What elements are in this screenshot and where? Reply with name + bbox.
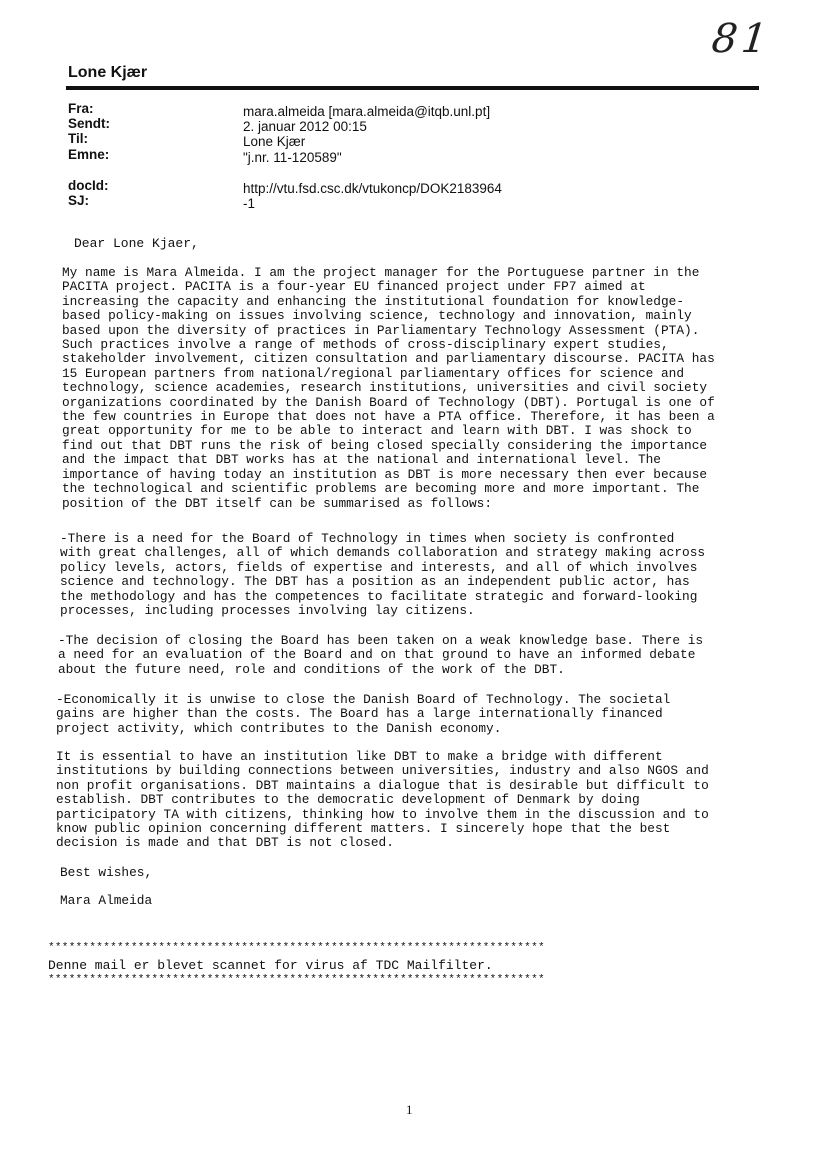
from-value: mara.almeida [mara.almeida@itqb.unl.pt] [243,104,491,119]
handwritten-page-number: 81 [709,16,774,62]
paragraph-intro: My name is Mara Almeida. I am the project manager for the Portuguese partner in the PACITA project. PACITA is a four-year EU financed project under FP7 aimed at increasing the capacity and enhancing the institutional foundation for knowledge- based policy-making on issues involving science, technology and innovation, mainly based upon the diversity of practices in Parliamentary Technology Assessment (PTA). Such practices involve a range of methods of cross-disciplinary expert studies, stakeholder involvement, citizen consultation and parliamentary discourse. PACITA has 15 European partners from national/regional parliamentary offices for science and technology, science academies, research institutions, universities and civil society organizations coordinated by the Danish Board of Technology (DBT). Portugal is one of the few countries in Europe that does not have a PTA office. Therefore, it has been a great opportunity for me to be able to interact and learn with DBT. I was shock to find out that DBT runs the risk of being closed specially considering the importance and the impact that DBT works has at the national and international level. The importance of having today an institution as DBT is more necessary then ever because the technological and scientific problems are becoming more and more important. The position of the DBT itself can be summarised as follows: [62,265,715,511]
page-number: 1 [406,1102,413,1117]
docid-label: docId: [68,178,109,193]
mailbox-owner-name: Lone Kjær [68,64,148,81]
sj-value: -1 [243,196,256,211]
closing: Best wishes, [60,865,153,880]
scan-border-bottom: ************************************************************************ [48,974,545,986]
paragraph-economy: -Economically it is unwise to close the Danish Board of Technology. The societal gains are higher than the costs. The Board has a large internationally financed project activity, which contributes to the Danish economy. [56,692,671,736]
virus-scan-notice: Denne mail er blevet scannet for virus af TDC Mailfilter. [48,958,493,973]
header-divider [66,86,759,90]
paragraph-need: -There is a need for the Board of Technology in times when society is confronted with great challenges, all of which demands collaboration and strategy making across policy levels, actors, fields of expertise and interests, and all of which involves science and technology. The DBT has a position as an independent public actor, has the methodology and has the competences to facilitate strategic and forward-looking processes, including processes involving lay citizens. [60,531,706,619]
sent-label: Sendt: [68,116,110,131]
scan-border-top: ************************************************************************ [48,942,545,954]
subject-value: "j.nr. 11-120589" [243,150,342,165]
subject-label: Emne: [68,147,110,162]
docid-value: http://vtu.fsd.csc.dk/vtukoncp/DOK2183964 [243,181,502,196]
to-value: Lone Kjær [243,134,306,149]
sent-value: 2. januar 2012 00:15 [243,119,367,134]
paragraph-essential: It is essential to have an institution like DBT to make a bridge with different institutions by building connections between universities, industry and also NGOS and non profit organisations. DBT maintains a dialogue that is desirable but difficult to establish. DBT contributes to the democratic development of Denmark by doing participatory TA with citizens, thinking how to involve them in the discussion and to know public opinion concerning different matters. I sincerely hope that the best decision is made and that DBT is not closed. [56,749,709,851]
sj-label: SJ: [68,193,90,208]
paragraph-decision: -The decision of closing the Board has been taken on a weak knowledge base. There is a need for an evaluation of the Board and on that ground to have an informed debate about the future need, role and conditions of the work of the DBT. [58,633,704,677]
to-label: Til: [68,131,88,146]
greeting: Dear Lone Kjaer, [74,236,199,251]
signature: Mara Almeida [60,893,153,908]
from-label: Fra: [68,101,94,116]
